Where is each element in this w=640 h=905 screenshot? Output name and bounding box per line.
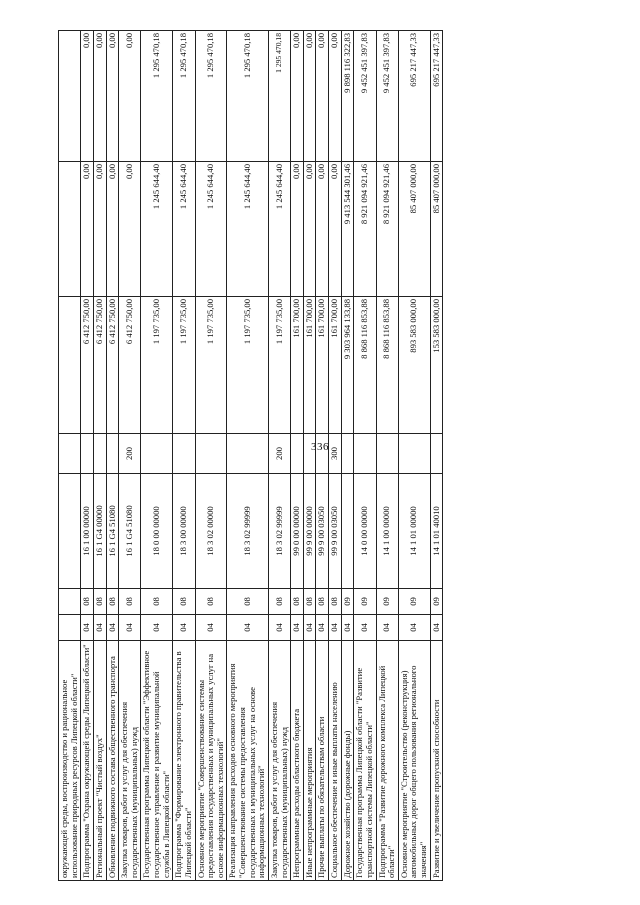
section-cell: 04 <box>341 615 354 641</box>
section-cell: 04 <box>398 615 430 641</box>
expense-type-cell <box>93 434 106 474</box>
subsection-cell: 08 <box>316 589 329 615</box>
subsection-cell: 08 <box>303 589 316 615</box>
subsection-cell: 09 <box>341 589 354 615</box>
row-name-cell: Социальное обеспечение и иные выплаты населению <box>329 641 342 881</box>
table-row <box>354 31 376 881</box>
section-cell: 04 <box>106 615 119 641</box>
expense-type-cell <box>106 434 119 474</box>
section-cell: 04 <box>81 615 94 641</box>
amount-year1-cell: 8 868 116 853,88 <box>376 297 398 434</box>
row-name-cell: Закупка товаров, работ и услуг для обеспечения государственных (муниципальных) нужд <box>268 641 290 881</box>
target-code-cell: 99 9 00 00000 <box>303 474 316 589</box>
row-name-cell: окружающей среды, воспроизводство и рациональное использование природных ресурсов Липецкой области" <box>59 641 81 881</box>
row-name-cell: Прочие выплаты по обязательствам области <box>316 641 329 881</box>
table-row <box>227 31 269 881</box>
amount-year2-cell: 8 921 094 921,46 <box>376 162 398 297</box>
amount-year3-cell: 1 295 470,18 <box>173 31 195 162</box>
section-cell <box>59 615 81 641</box>
table-row <box>119 31 141 881</box>
row-name-cell: Региональный проект "Чистый воздух" <box>93 641 106 881</box>
target-code-cell: 16 1 00 00000 <box>81 474 94 589</box>
subsection-cell: 08 <box>141 589 173 615</box>
target-code-cell: 99 9 00 03050 <box>316 474 329 589</box>
expense-type-cell <box>141 434 173 474</box>
amount-year3-cell: 9 898 116 322,83 <box>341 31 354 162</box>
subsection-cell: 08 <box>173 589 195 615</box>
amount-year2-cell: 85 407 000,00 <box>430 162 443 297</box>
table-row <box>376 31 398 881</box>
section-cell: 04 <box>354 615 376 641</box>
row-name-cell: Подпрограмма "Развитие дорожного комплекса Липецкой области" <box>376 641 398 881</box>
row-name-cell: Непрограммные расходы областного бюджета <box>291 641 304 881</box>
table-row <box>430 31 443 881</box>
amount-year2-cell: 0,00 <box>316 162 329 297</box>
amount-year3-cell: 695 217 447,33 <box>398 31 430 162</box>
subsection-cell: 08 <box>81 589 94 615</box>
expense-type-cell <box>59 434 81 474</box>
expense-type-cell <box>195 434 227 474</box>
subsection-cell: 08 <box>291 589 304 615</box>
table-row <box>93 31 106 881</box>
amount-year2-cell <box>59 162 81 297</box>
target-code-cell <box>341 474 354 589</box>
table-row <box>195 31 227 881</box>
target-code-cell: 16 1 G4 51080 <box>119 474 141 589</box>
amount-year3-cell: 1 295 470,18 <box>141 31 173 162</box>
table-row <box>291 31 304 881</box>
amount-year2-cell: 85 407 000,00 <box>398 162 430 297</box>
amount-year2-cell: 0,00 <box>119 162 141 297</box>
amount-year3-cell: 0,00 <box>316 31 329 162</box>
amount-year1-cell: 1 197 735,00 <box>173 297 195 434</box>
table-row <box>81 31 94 881</box>
subsection-cell: 08 <box>227 589 269 615</box>
row-name-cell: Дорожное хозяйство (дорожные фонды) <box>341 641 354 881</box>
section-cell: 04 <box>93 615 106 641</box>
amount-year2-cell: 0,00 <box>81 162 94 297</box>
table-row <box>173 31 195 881</box>
row-name-cell: Подпрограмма "Охрана окружающей среды Липецкой области" <box>81 641 94 881</box>
amount-year1-cell: 161 700,00 <box>291 297 304 434</box>
amount-year1-cell: 1 197 735,00 <box>195 297 227 434</box>
expense-type-cell: 300 <box>329 434 342 474</box>
amount-year2-cell: 0,00 <box>303 162 316 297</box>
amount-year2-cell: 0,00 <box>106 162 119 297</box>
target-code-cell: 18 3 02 00000 <box>195 474 227 589</box>
section-cell: 04 <box>376 615 398 641</box>
target-code-cell: 99 0 00 00000 <box>291 474 304 589</box>
target-code-cell: 14 0 00 00000 <box>354 474 376 589</box>
amount-year1-cell: 8 868 116 853,88 <box>354 297 376 434</box>
amount-year2-cell: 0,00 <box>291 162 304 297</box>
row-name-cell: Основное мероприятие "Совершенствование системы предоставления государственных и муниципальных услуг на основе информационных технологий" <box>195 641 227 881</box>
expense-type-cell: 200 <box>119 434 141 474</box>
amount-year1-cell: 6 412 750,00 <box>93 297 106 434</box>
amount-year2-cell: 1 245 644,40 <box>173 162 195 297</box>
amount-year2-cell: 0,00 <box>93 162 106 297</box>
expense-type-cell <box>430 434 443 474</box>
expense-type-cell <box>376 434 398 474</box>
amount-year2-cell: 1 245 644,40 <box>227 162 269 297</box>
page-number: 336 <box>311 441 329 453</box>
amount-year1-cell: 1 197 735,00 <box>141 297 173 434</box>
section-cell: 04 <box>329 615 342 641</box>
section-cell: 04 <box>291 615 304 641</box>
row-name-cell: Реализация направления расходов основного мероприятия "Совершенствование системы предоставления государственных и муниципальных услуг на основе информационных технологий" <box>227 641 269 881</box>
expense-type-cell <box>316 434 329 474</box>
target-code-cell: 18 0 00 00000 <box>141 474 173 589</box>
target-code-cell: 18 3 02 99999 <box>227 474 269 589</box>
amount-year3-cell: 0,00 <box>329 31 342 162</box>
expense-type-cell: 200 <box>268 434 290 474</box>
amount-year2-cell: 9 413 544 301,46 <box>341 162 354 297</box>
table-row <box>268 31 290 881</box>
target-code-cell: 99 9 00 03050 <box>329 474 342 589</box>
section-cell: 04 <box>316 615 329 641</box>
section-cell: 04 <box>268 615 290 641</box>
section-cell: 04 <box>119 615 141 641</box>
subsection-cell: 09 <box>354 589 376 615</box>
expense-type-cell <box>354 434 376 474</box>
amount-year1-cell <box>59 297 81 434</box>
amount-year1-cell: 893 583 000,00 <box>398 297 430 434</box>
table-row <box>106 31 119 881</box>
budget-table-body <box>59 31 443 881</box>
amount-year1-cell: 9 303 964 133,88 <box>341 297 354 434</box>
amount-year1-cell: 161 700,00 <box>303 297 316 434</box>
expense-type-cell <box>227 434 269 474</box>
amount-year3-cell: 0,00 <box>119 31 141 162</box>
amount-year3-cell: 1 295 470,18 <box>268 31 290 162</box>
amount-year3-cell: 0,00 <box>291 31 304 162</box>
section-cell: 04 <box>141 615 173 641</box>
amount-year2-cell: 1 245 644,40 <box>268 162 290 297</box>
target-code-cell: 18 3 00 00000 <box>173 474 195 589</box>
section-cell: 04 <box>195 615 227 641</box>
amount-year3-cell: 0,00 <box>81 31 94 162</box>
table-row <box>59 31 81 881</box>
row-name-cell: Государственная программа Липецкой области "Эффективное государственное управление и развитие муниципальной службы в Липецкой области" <box>141 641 173 881</box>
amount-year1-cell: 6 412 750,00 <box>106 297 119 434</box>
amount-year3-cell: 695 217 447,33 <box>430 31 443 162</box>
row-name-cell: Обновление подвижного состава общественного транспорта <box>106 641 119 881</box>
amount-year2-cell: 0,00 <box>329 162 342 297</box>
subsection-cell: 09 <box>398 589 430 615</box>
target-code-cell: 18 3 02 99999 <box>268 474 290 589</box>
target-code-cell: 14 1 01 00000 <box>398 474 430 589</box>
amount-year3-cell: 0,00 <box>106 31 119 162</box>
budget-table <box>58 30 443 881</box>
amount-year2-cell: 1 245 644,40 <box>141 162 173 297</box>
section-cell: 04 <box>430 615 443 641</box>
subsection-cell: 08 <box>329 589 342 615</box>
amount-year1-cell: 153 583 000,00 <box>430 297 443 434</box>
target-code-cell: 16 1 G4 51080 <box>106 474 119 589</box>
amount-year1-cell: 161 700,00 <box>329 297 342 434</box>
subsection-cell: 08 <box>93 589 106 615</box>
amount-year1-cell: 6 412 750,00 <box>81 297 94 434</box>
rotated-table-container <box>58 31 618 881</box>
expense-type-cell <box>303 434 316 474</box>
subsection-cell: 09 <box>376 589 398 615</box>
target-code-cell: 16 1 G4 00000 <box>93 474 106 589</box>
expense-type-cell <box>291 434 304 474</box>
target-code-cell <box>59 474 81 589</box>
row-name-cell: Иные непрограммные мероприятия <box>303 641 316 881</box>
row-name-cell: Закупка товаров, работ и услуг для обеспечения государственных (муниципальных) нужд <box>119 641 141 881</box>
amount-year1-cell: 6 412 750,00 <box>119 297 141 434</box>
amount-year3-cell <box>59 31 81 162</box>
expense-type-cell <box>398 434 430 474</box>
subsection-cell: 08 <box>119 589 141 615</box>
table-row <box>398 31 430 881</box>
amount-year2-cell: 8 921 094 921,46 <box>354 162 376 297</box>
amount-year3-cell: 0,00 <box>303 31 316 162</box>
subsection-cell <box>59 589 81 615</box>
row-name-cell: Подпрограмма "Формирование электронного правительства в Липецкой области" <box>173 641 195 881</box>
table-row <box>329 31 342 881</box>
amount-year3-cell: 9 452 451 397,83 <box>376 31 398 162</box>
amount-year1-cell: 161 700,00 <box>316 297 329 434</box>
amount-year3-cell: 1 295 470,18 <box>195 31 227 162</box>
row-name-cell: Развитие и увеличение пропускной способности <box>430 641 443 881</box>
amount-year1-cell: 1 197 735,00 <box>227 297 269 434</box>
amount-year2-cell: 1 245 644,40 <box>195 162 227 297</box>
table-row <box>316 31 329 881</box>
expense-type-cell <box>341 434 354 474</box>
subsection-cell: 08 <box>195 589 227 615</box>
expense-type-cell <box>173 434 195 474</box>
section-cell: 04 <box>173 615 195 641</box>
subsection-cell: 09 <box>430 589 443 615</box>
expense-type-cell <box>81 434 94 474</box>
amount-year1-cell: 1 197 735,00 <box>268 297 290 434</box>
row-name-cell: Государственная программа Липецкой области "Развитие транспортной системы Липецкой области" <box>354 641 376 881</box>
section-cell: 04 <box>227 615 269 641</box>
table-row <box>341 31 354 881</box>
table-row <box>141 31 173 881</box>
amount-year3-cell: 0,00 <box>93 31 106 162</box>
table-row <box>303 31 316 881</box>
amount-year3-cell: 1 295 470,18 <box>227 31 269 162</box>
subsection-cell: 08 <box>268 589 290 615</box>
target-code-cell: 14 1 00 00000 <box>376 474 398 589</box>
row-name-cell: Основное мероприятие "Строительство (реконструкция) автомобильных дорог общего пользования регионального значения" <box>398 641 430 881</box>
target-code-cell: 14 1 01 40010 <box>430 474 443 589</box>
section-cell: 04 <box>303 615 316 641</box>
subsection-cell: 08 <box>106 589 119 615</box>
amount-year3-cell: 9 452 451 397,83 <box>354 31 376 162</box>
